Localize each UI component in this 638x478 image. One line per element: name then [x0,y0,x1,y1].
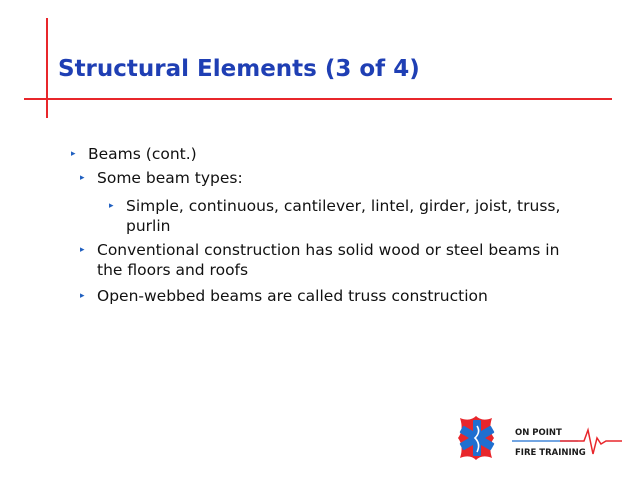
logo-emblem-icon [456,408,626,470]
bullet-text: Beams (cont.) [88,145,197,163]
bullet-marker-icon: ▸ [80,291,85,301]
on-point-fire-training-logo [456,408,626,470]
horizontal-accent-line [24,98,612,100]
vertical-accent-line [46,18,48,118]
bullet-text: Simple, continuous, cantilever, lintel, girder, joist, truss, purlin [126,197,561,235]
bullet-level2-truss [80,286,488,306]
bullet-marker-icon: ▸ [80,173,85,183]
bullet-level3-types-list [109,196,566,236]
logo-line2: FIRE TRAINING [515,448,586,458]
slide-title: Structural Elements (3 of 4) [58,56,420,82]
bullet-level1-beams [71,144,197,164]
logo-line1: ON POINT [515,428,562,438]
bullet-marker-icon: ▸ [80,245,85,255]
bullet-level2-beam-types [80,168,243,188]
bullet-marker-icon: ▸ [109,201,114,211]
bullet-level2-conventional [80,240,567,280]
bullet-text: Conventional construction has solid wood or steel beams in the floors and roofs [97,241,560,279]
bullet-marker-icon: ▸ [71,149,76,159]
bullet-text: Open-webbed beams are called truss construction [97,287,488,305]
bullet-text: Some beam types: [97,169,243,187]
